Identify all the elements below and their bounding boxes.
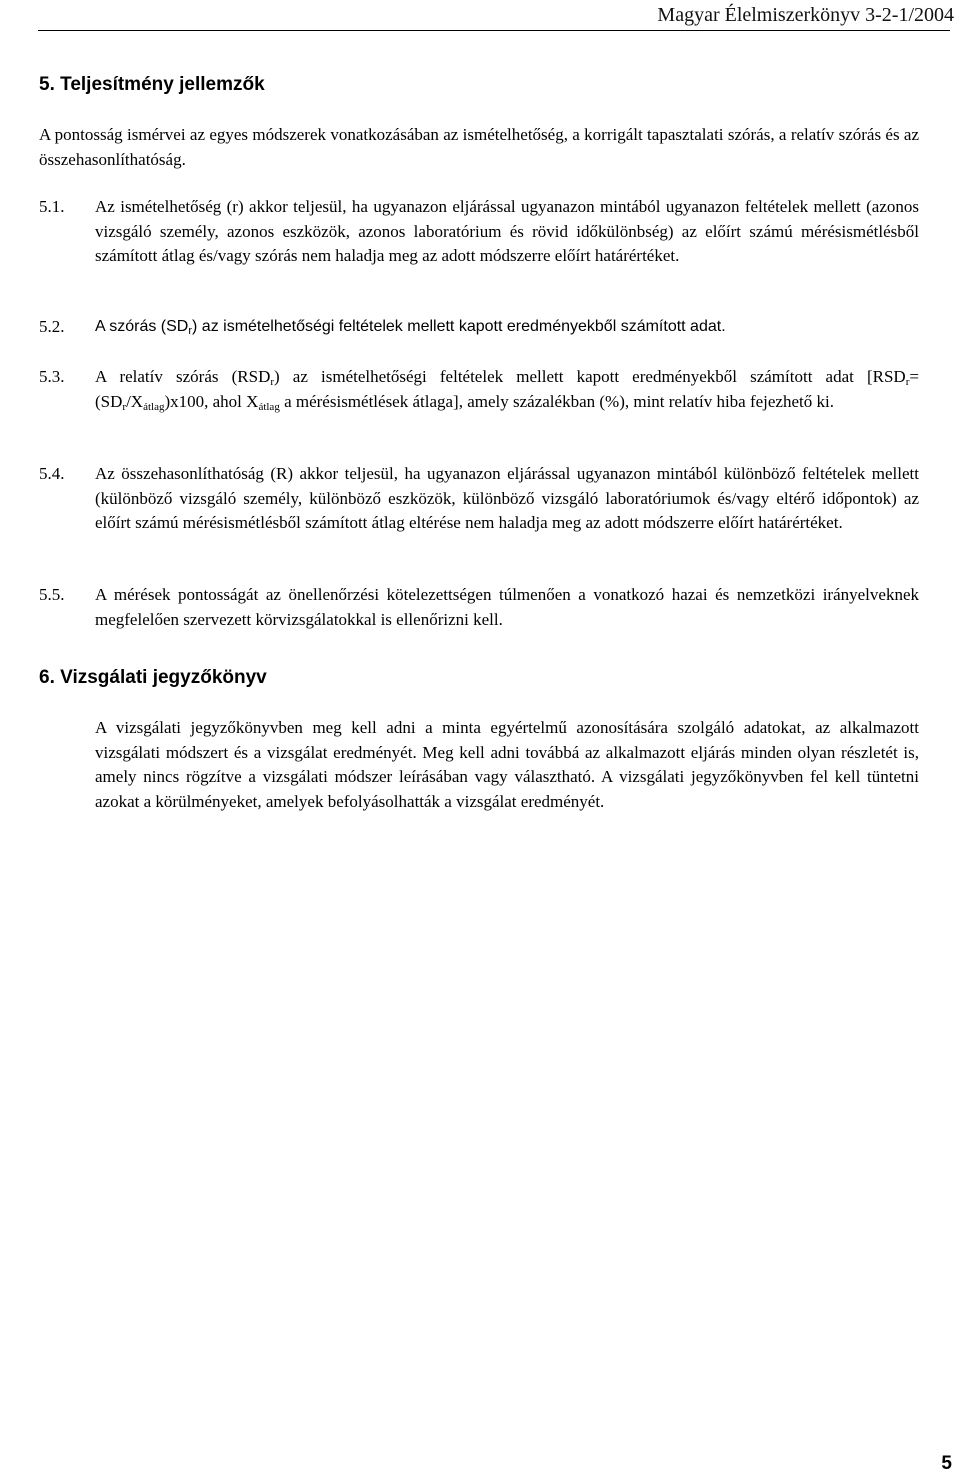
item-number: 5.1.: [39, 197, 65, 216]
header-rule: [38, 30, 950, 31]
section-5-title: 5. Teljesítmény jellemzők: [39, 74, 265, 95]
item-number: 5.5.: [39, 585, 65, 604]
item-text: A relatív szórás $(RSD_r)$ az ismételhetőségi feltételek mellett kapott eredményekből számított adat [$RSD_r= (SD_r/X_{átlag})x100$, ahol $X_{átlag}$ a mérésismétlések átlaga], amely százalékban (%), mint relatív hiba fejezhető ki.: [95, 367, 919, 413]
page-number: 5: [941, 1453, 952, 1474]
item-text: A szórás $(SD_r)$ az ismételhetőségi feltételek mellett kapott eredményekből számított adat.: [95, 318, 726, 337]
running-header: Magyar Élelmiszerkönyv 3-2-1/2004: [657, 4, 954, 26]
item-text: Az ismételhetőség (r) akkor teljesül, ha ugyanazon eljárással ugyanazon mintából ugyanazon feltételek mellett (azonos vizsgáló személy, azonos eszközök, azonos laboratórium és rövid időkülönbség) az előírt számú mérésismétlésből számított átlag és/vagy szórás nem haladja meg az adott módszerre előírt határértéket.: [95, 197, 919, 265]
section-6-text: A vizsgálati jegyzőkönyvben meg kell adni a minta egyértelmű azonosítására szolgáló adatokat, az alkalmazott vizsgálati módszert és a vizsgálat eredményét. Meg kell adni továbbá az alkalmazott eljárás minden olyan részletét is, amely nincs rögzítve a vizsgálati módszer leírásában vagy választható. A vizsgálati jegyzőkönyvben fel kell tüntetni azokat a körülményeket, amelyek befolyásolhatták a vizsgálat eredményét.: [95, 718, 919, 811]
section-6-title: 6. Vizsgálati jegyzőkönyv: [39, 667, 267, 688]
item-number: 5.3.: [39, 367, 65, 386]
item-text: A mérések pontosságát az önellenőrzési kötelezettségen túlmenően a vonatkozó hazai és nemzetközi irányelveknek megfelelően szervezett körvizsgálatokkal is ellenőrizni kell.: [95, 585, 919, 629]
item-text: Az összehasonlíthatóság (R) akkor teljesül, ha ugyanazon eljárással ugyanazon mintából különböző feltételek mellett (különböző vizsgáló személy, különböző eszközök, különböző vizsgáló laboratóriumok és/vagy eltérő időpontok) az előírt számú mérésismétlésből számított átlag eltérése nem haladja meg az adott módszerre előírt határértéket.: [95, 464, 919, 532]
item-number: 5.2.: [39, 317, 65, 336]
item-number: 5.4.: [39, 464, 65, 483]
section-5-intro: A pontosság ismérvei az egyes módszerek vonatkozásában az ismételhetőség, a korrigált tapasztalati szórás, a relatív szórás és az összehasonlíthatóság.: [39, 125, 919, 169]
